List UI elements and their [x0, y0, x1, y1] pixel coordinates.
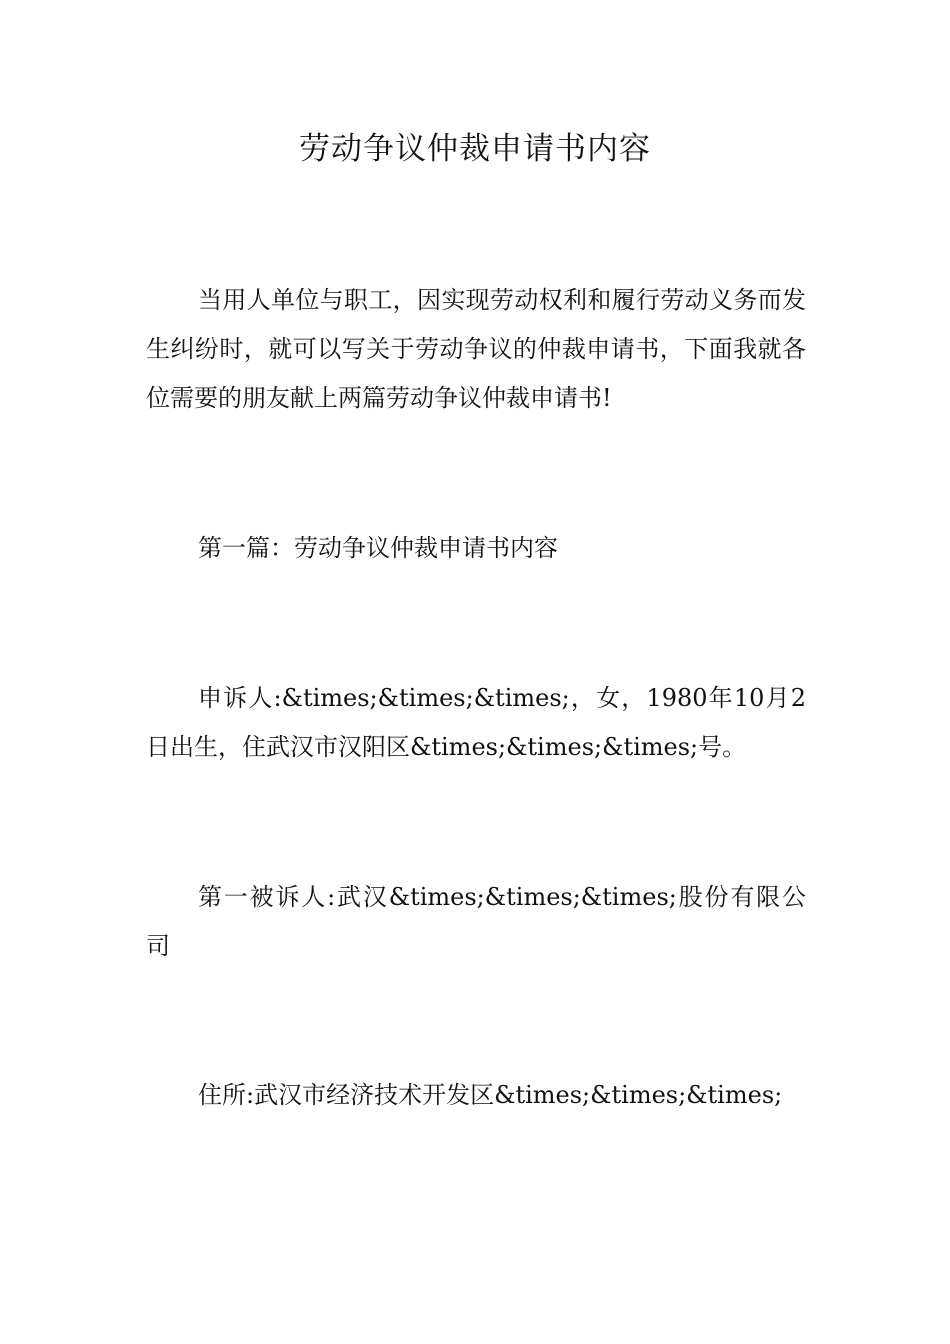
respondent-paragraph: 第一被诉人:武汉&times;&times;&times;股份有限公司 — [146, 883, 806, 960]
address-paragraph: 住所:武汉市经济技术开发区&times;&times;&times; — [198, 1081, 783, 1109]
section-heading: 第一篇：劳动争议仲裁申请书内容 — [198, 534, 558, 562]
document-title: 劳动争议仲裁申请书内容 — [299, 131, 651, 167]
intro-paragraph: 当用人单位与职工，因实现劳动权利和履行劳动义务而发生纠纷时，就可以写关于劳动争议的仲裁申请书，下面我就各位需要的朋友献上两篇劳动争议仲裁申请书! — [146, 286, 806, 412]
applicant-paragraph: 申诉人:&times;&times;&times;，女，1980年10月2日出生，住武汉市汉阳区&times;&times;&times;号。 — [146, 684, 806, 761]
